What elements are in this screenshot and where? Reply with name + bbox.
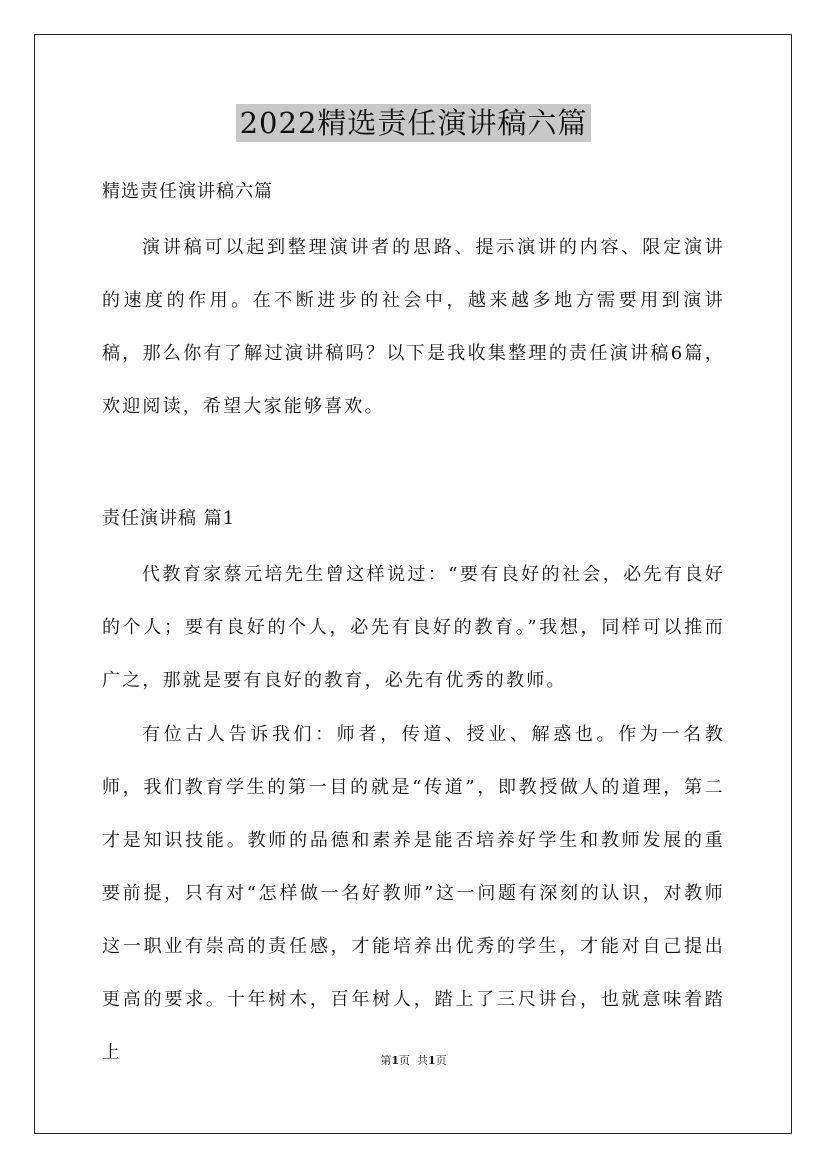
intro-paragraph: 演讲稿可以起到整理演讲者的思路、提示演讲的内容、限定演讲的速度的作用。在不断进步的社会中，越来越多地方需要用到演讲稿，那么你有了解过演讲稿吗？以下是我收集整理的责任演讲稿6篇，欢迎阅读，希望大家能够喜欢。 <box>102 237 725 417</box>
title-container <box>0 104 827 142</box>
intro-heading: 精选责任演讲稿六篇 <box>102 181 273 202</box>
section-1-paragraph-2: 有位古人告诉我们：师者，传道、授业、解惑也。作为一名教师，我们教育学生的第一目的就是“传道”，即教授做人的道理，第二才是知识技能。教师的品德和素养是能否培养好学生和教师发展的重要前提，只有对“怎样做一名好教师”这一问题有深刻的认识，对教师这一职业有崇高的责任感，才能培养出优秀的学生，才能对自己提出更高的要求。十年树木，百年树人，踏上了三尺讲台，也就意味着踏上 <box>102 724 725 1063</box>
page-footer <box>0 1054 827 1068</box>
section-1-heading: 责任演讲稿 篇1 <box>102 508 236 529</box>
page-label-prefix: 第 <box>380 1054 392 1067</box>
total-label-suffix: 页 <box>435 1054 447 1067</box>
page-current: 1 <box>391 1054 399 1067</box>
section-1-paragraph-1: 代教育家蔡元培先生曾这样说过：“要有良好的社会，必先有良好的个人；要有良好的个人，必先有良好的教育。”我想，同样可以推而广之，那就是要有良好的教育，必先有优秀的教师。 <box>102 564 725 691</box>
page-label-suffix: 页 <box>399 1054 410 1067</box>
total-label-prefix: 共 <box>417 1054 428 1067</box>
page-total: 1 <box>428 1054 436 1067</box>
document-title: 2022精选责任演讲稿六篇 <box>236 104 592 142</box>
